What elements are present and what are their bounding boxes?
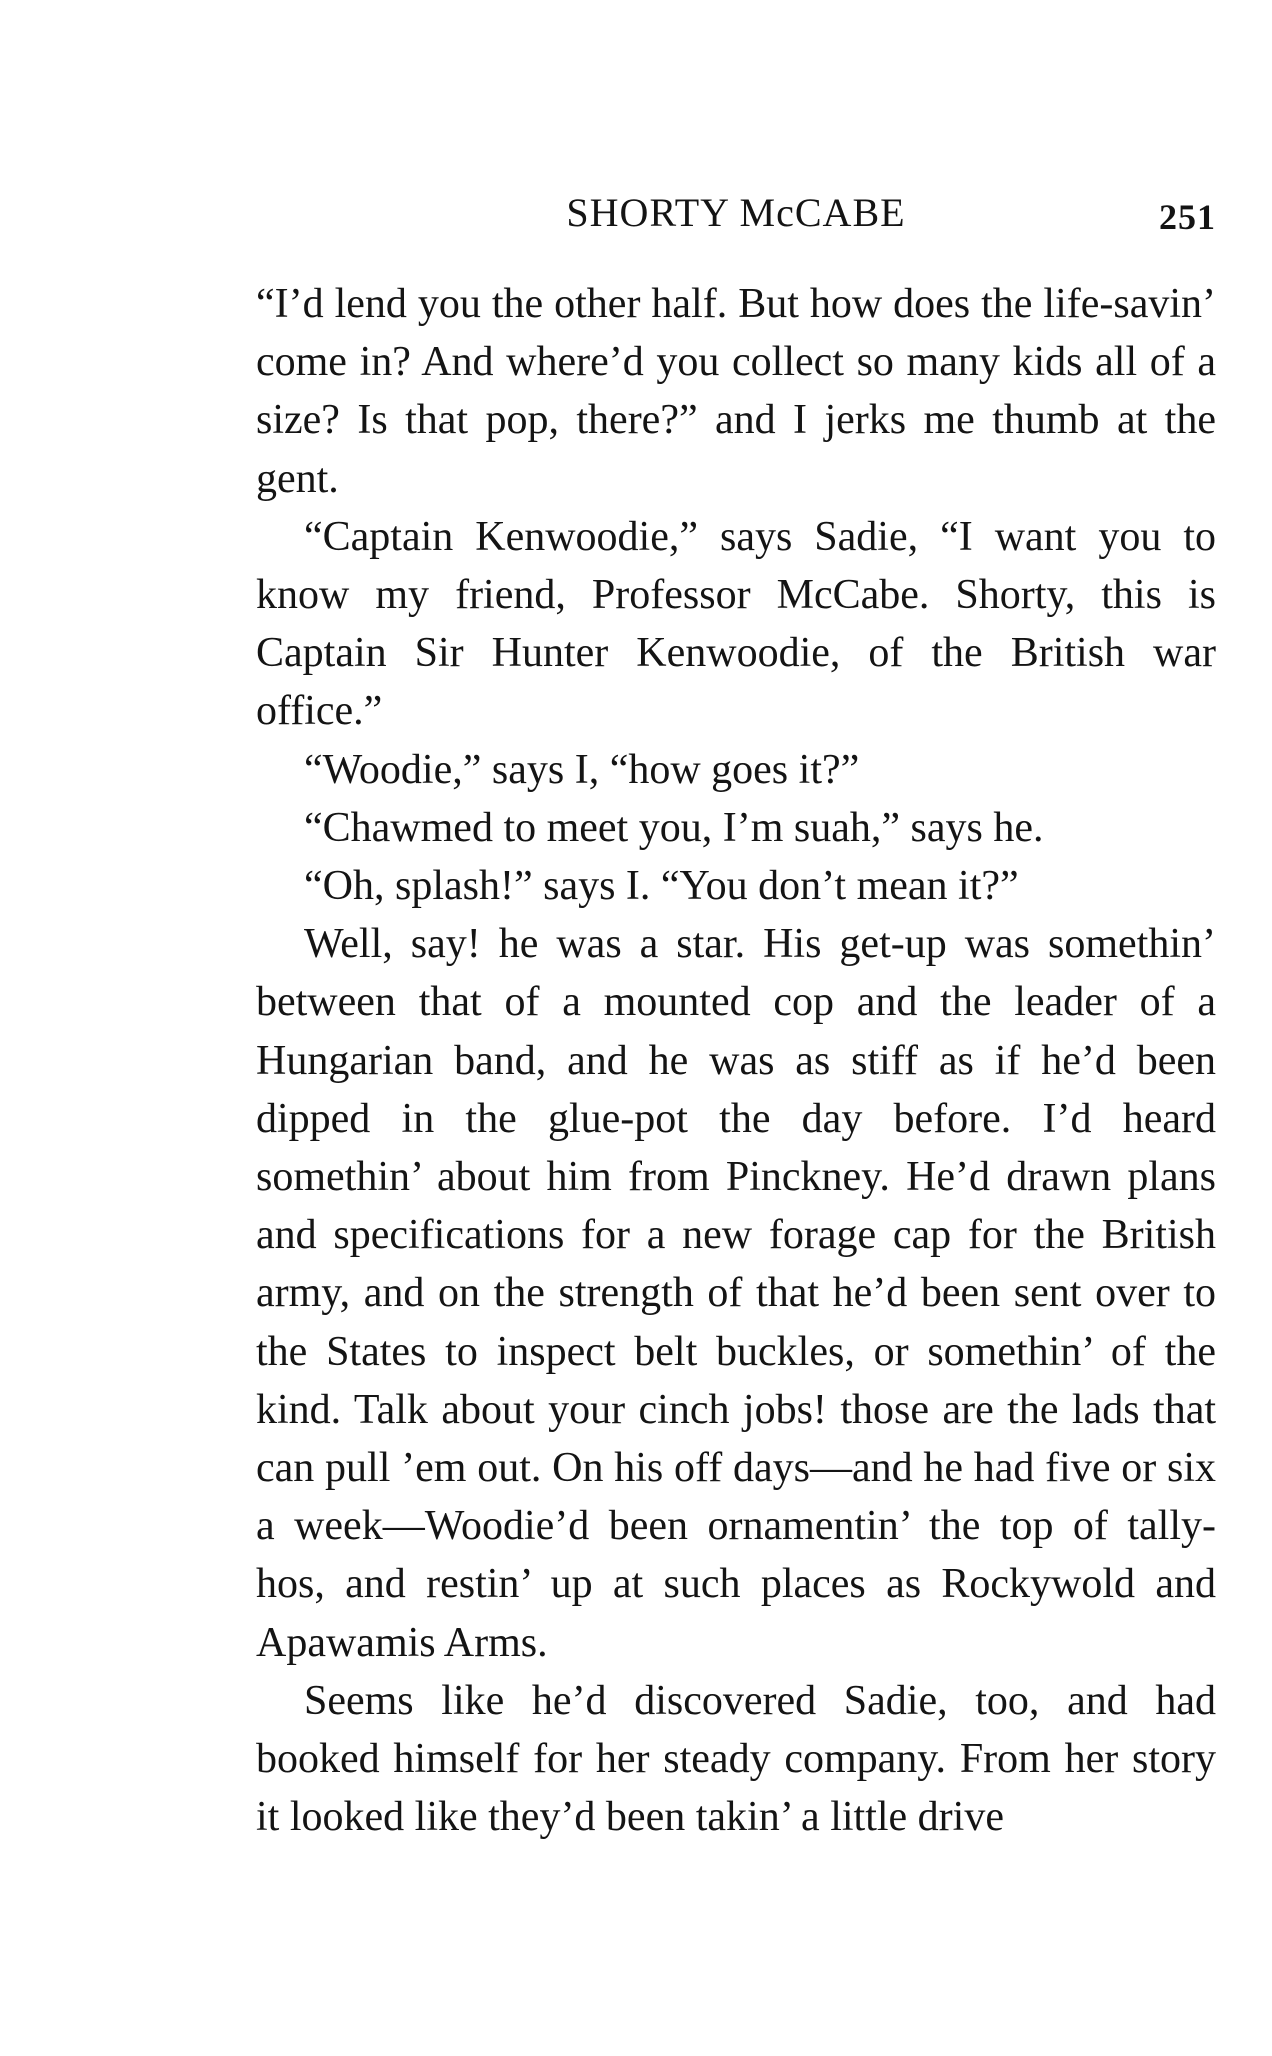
body-text — [256, 275, 1216, 1846]
paragraph: “Woodie,” says I, “how goes it?” — [304, 746, 860, 793]
running-head — [256, 188, 1216, 238]
paragraph-continues: Seems like he’d discovered Sadie, too, and had booked himself for her steady company. From her story it looked like they’d been takin’ a little drive — [256, 1677, 1216, 1841]
paragraph: Well, say! he was a star. His get-up was somethin’ between that of a mounted cop and the leader of a Hungarian band, and he was as stiff as if he’d been dipped in the glue-pot the day before. I’d heard somethin’ about him from Pinckney. He’d drawn plans and specifications for a new forage cap for the British army, and on the strength of that he’d been sent over to the States to inspect belt buckles, or somethin’ of the kind. Talk about your cinch jobs! those are the lads that can pull ’em out. On his off days—and he had five or six a week—Woodie’d been ornamentin’ the top of tally-hos, and restin’ up at such places as Rockywold and Apawamis Arms. — [256, 921, 1216, 1666]
running-title: SHORTY McCABE — [566, 190, 906, 235]
page-number: 251 — [1159, 197, 1216, 237]
paragraph: “Captain Kenwoodie,” says Sadie, “I want you to know my friend, Professor McCabe. Shorty, this is Captain Sir Hunter Kenwoodie, of the British war office.” — [256, 513, 1216, 735]
paragraph-continued: “I’d lend you the other half. But how does the life-savin’ come in? And where’d you collect so many kids all of a size? Is that pop, there?” and I jerks me thumb at the gent. — [256, 281, 1216, 502]
paragraph: “Oh, splash!” says I. “You don’t mean it?” — [304, 863, 1019, 910]
paragraph: “Chawmed to meet you, I’m suah,” says he. — [304, 804, 1044, 851]
